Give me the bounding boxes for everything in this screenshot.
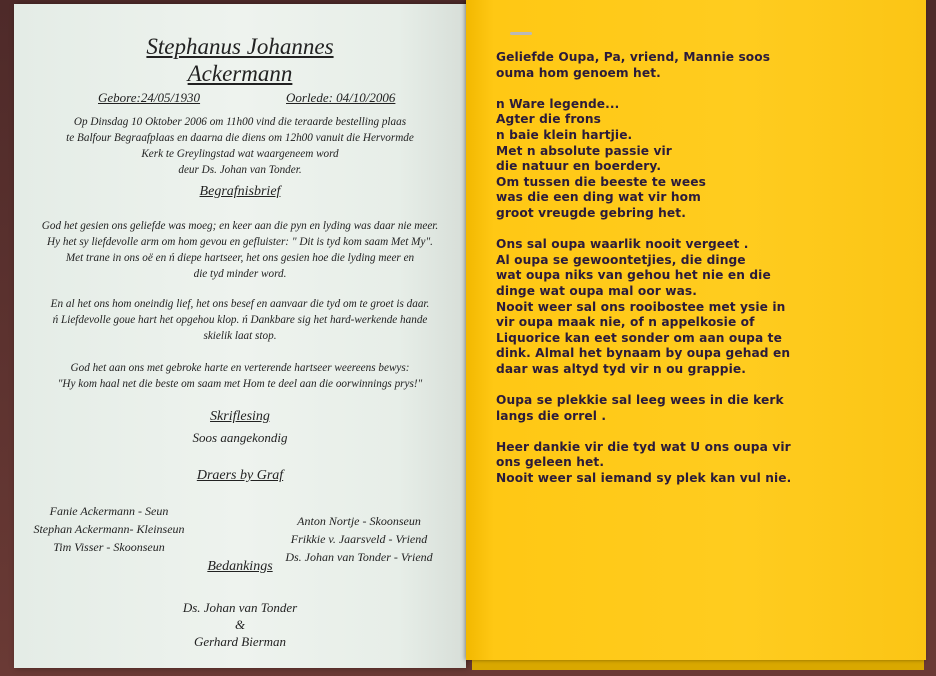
funeral-program-left-page xyxy=(14,4,466,668)
thanks-name: Gerhard Bierman xyxy=(193,634,287,649)
tribute-paragraph: Ons sal oupa waarlik nooit vergeet . Al oupa se gewoontetjies, die dinge wat oupa niks van gehou het nie en die dinge wat oupa mal oor was. Nooit weer sal ons rooibostee met ysie in vir oupa maak nie, of n appelkosie of Liquorice kan eet sonder om aan oupa te dink. Almal het bynaam by oupa gehad en daar was altyd tyd vir n ou grappie. xyxy=(496,237,791,376)
letter-line: Hy het sy liefdevolle arm om hom gevou en gefluister: " Dit is tyd kom saam Met My". xyxy=(47,236,433,248)
death-date: Oorlede: 04/10/2006 xyxy=(286,90,396,105)
bearer-name: Tim Visser - Skoonseun xyxy=(53,540,165,554)
birth-date: Gebore:24/05/1930 xyxy=(98,90,201,105)
thanks-heading: Bedankings xyxy=(207,559,273,574)
thanks-name: Ds. Johan van Tonder xyxy=(182,600,298,615)
letter-line: God het gesien ons geliefde was moeg; en keer aan die pyn en lyding was daar nie meer. xyxy=(41,220,439,232)
letter-line: Met trane in ons oë en ń diepe hartseer, het ons gesien hoe die lyding meer en xyxy=(65,252,415,264)
staple xyxy=(510,32,532,35)
scripture-heading: Skriflesing xyxy=(210,409,270,424)
tribute-paragraph: Heer dankie vir die tyd wat U ons oupa vir ons geleen het. Nooit weer sal iemand sy plek kan vul nie. xyxy=(496,439,792,486)
service-line: Op Dinsdag 10 Oktober 2006 om 11h00 vind die teraarde bestelling plaas xyxy=(73,116,407,128)
letter-heading: Begrafnisbrief xyxy=(199,184,281,199)
tribute-paragraph: n Ware legende... Agter die frons n baie klein hartjie. Met n absolute passie vir die natuur en boerdery. Om tussen die beeste te wees was die een ding wat vir hom groot vreugde gebring het. xyxy=(496,96,706,220)
letter-line: God het aan ons met gebroke harte en verterende hartseer weereens bewys: xyxy=(70,362,410,374)
letter-line: ń Liefdevolle goue hart het opgehou klop. ń Dankbare sig het hard-werkende hande xyxy=(52,314,428,326)
bearer-name: Stephan Ackermann- Kleinseun xyxy=(33,522,185,536)
service-line: Kerk te Greylingstad wat waargeneem word xyxy=(141,148,339,160)
deceased-surname: Ackermann xyxy=(187,61,293,86)
bearer-name: Frikkie v. Jaarsveld - Vriend xyxy=(290,532,428,546)
service-line: te Balfour Begraafplaas en daarna die diens om 12h00 vanuit die Hervormde xyxy=(66,132,414,144)
letter-line: skielik laat stop. xyxy=(203,330,277,342)
tribute-text xyxy=(496,50,916,502)
bearers-heading: Draers by Graf xyxy=(196,468,284,483)
letter-line: En al het ons hom oneindig lief, het ons besef en aanvaar die tyd om te groet is daar. xyxy=(50,298,430,310)
deceased-first-names: Stephanus Johannes xyxy=(146,34,334,59)
scripture-text: Soos aangekondig xyxy=(192,430,288,445)
tribute-paragraph: Oupa se plekkie sal leeg wees in die kerk langs die orrel . xyxy=(496,393,784,423)
bearer-name: Anton Nortje - Skoonseun xyxy=(297,514,421,528)
tribute-paragraph: Geliefde Oupa, Pa, vriend, Mannie soos ouma hom genoem het. xyxy=(496,50,771,80)
letter-line: "Hy kom haal net die beste om saam met Hom te deel aan die oorwinnings prys!" xyxy=(57,378,423,390)
service-line: deur Ds. Johan van Tonder. xyxy=(178,164,302,176)
bearer-name: Fanie Ackermann - Seun xyxy=(49,504,169,518)
bearer-name: Ds. Johan van Tonder - Vriend xyxy=(285,550,433,564)
thanks-ampersand: & xyxy=(234,617,246,632)
letter-line: die tyd minder word. xyxy=(193,268,287,280)
